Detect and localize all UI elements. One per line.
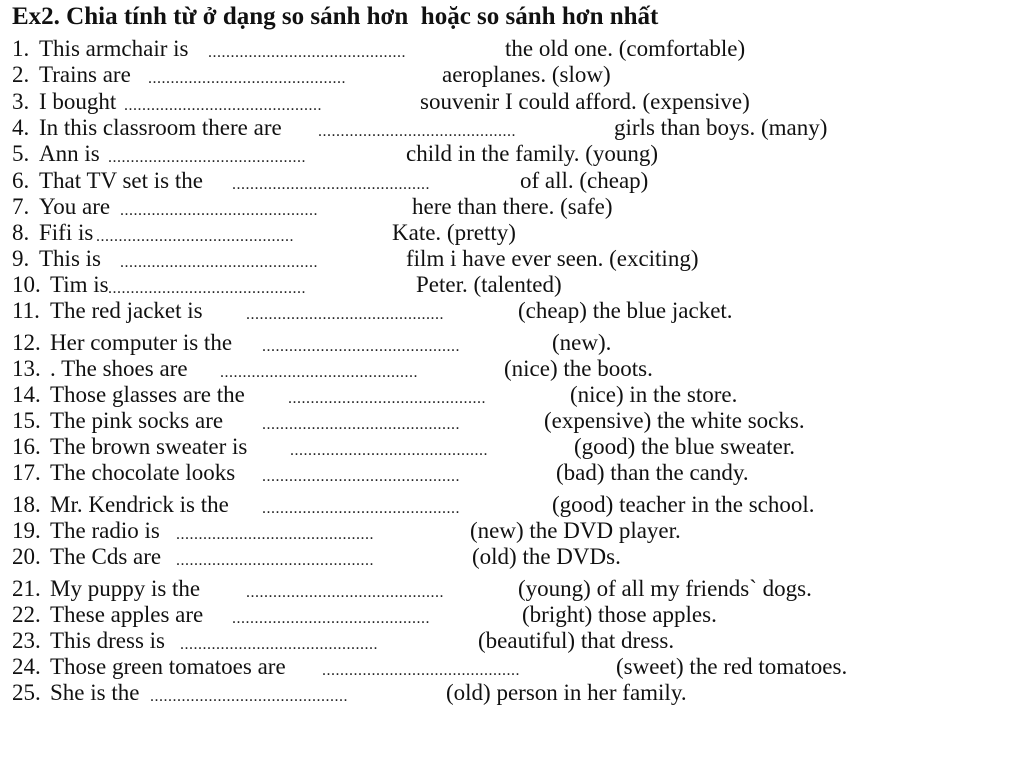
item-completion-text: of all. (cheap) <box>520 168 649 193</box>
answer-blank[interactable]: ............................................ <box>318 123 516 140</box>
item-number: 19. <box>12 518 41 543</box>
exercise-item <box>12 576 1012 602</box>
exercise-item <box>12 654 1012 680</box>
item-number: 8. <box>12 220 30 245</box>
exercise-item <box>12 680 1012 706</box>
item-number: 3. <box>12 89 30 114</box>
answer-blank[interactable]: ............................................ <box>232 610 430 627</box>
answer-blank[interactable]: ............................................ <box>108 280 306 297</box>
item-prompt-text: The chocolate looks <box>50 460 236 485</box>
item-prompt-text: These apples are <box>50 602 204 627</box>
exercise-item <box>12 518 1012 544</box>
answer-blank[interactable]: ............................................ <box>288 390 486 407</box>
item-completion-text: (bright) those apples. <box>522 602 717 627</box>
item-prompt-text: The brown sweater is <box>50 434 248 459</box>
answer-blank[interactable]: ............................................ <box>246 306 444 323</box>
item-prompt-text: This is <box>39 246 101 271</box>
item-completion-text: aeroplanes. (slow) <box>442 62 611 87</box>
exercise-item <box>12 492 1012 518</box>
answer-blank[interactable]: ............................................ <box>124 97 322 114</box>
item-prompt-text: Her computer is the <box>50 330 233 355</box>
item-completion-text: Peter. (talented) <box>416 272 562 297</box>
answer-blank[interactable]: ............................................ <box>176 526 374 543</box>
answer-blank[interactable]: ............................................ <box>246 584 444 601</box>
answer-blank[interactable]: ............................................ <box>176 552 374 569</box>
item-prompt-text: This armchair is <box>39 36 189 61</box>
item-number: 22. <box>12 602 41 627</box>
answer-blank[interactable]: ............................................ <box>220 364 418 381</box>
item-prompt-text: Trains are <box>39 62 131 87</box>
exercise-item <box>12 544 1012 570</box>
item-completion-text: (old) person in her family. <box>446 680 687 705</box>
answer-blank[interactable]: ............................................ <box>120 202 318 219</box>
answer-blank[interactable]: ............................................ <box>120 254 318 271</box>
item-completion-text: here than there. (safe) <box>412 194 613 219</box>
item-prompt-text: She is the <box>50 680 140 705</box>
item-prompt-text: Tim is <box>50 272 109 297</box>
answer-blank[interactable]: ............................................ <box>262 338 460 355</box>
item-prompt-text: This dress is <box>50 628 165 653</box>
item-number: 21. <box>12 576 41 601</box>
item-prompt-text: Mr. Kendrick is the <box>50 492 229 517</box>
item-prompt-text: The red jacket is <box>50 298 203 323</box>
answer-blank[interactable]: ............................................ <box>262 468 460 485</box>
item-number: 10. <box>12 272 41 297</box>
item-completion-text: the old one. (comfortable) <box>505 36 746 61</box>
item-prompt-text: My puppy is the <box>50 576 201 601</box>
item-number: 5. <box>12 141 30 166</box>
exercise-item <box>12 272 1012 298</box>
item-prompt-text: Those green tomatoes are <box>50 654 286 679</box>
item-prompt-text: That TV set is the <box>39 168 203 193</box>
item-prompt-text: The Cds are <box>50 544 162 569</box>
item-prompt-text: I bought <box>39 89 117 114</box>
exercise-item <box>12 460 1012 486</box>
item-completion-text: film i have ever seen. (exciting) <box>406 246 699 271</box>
answer-blank[interactable]: ............................................ <box>108 149 306 166</box>
item-prompt-text: You are <box>39 194 111 219</box>
item-number: 17. <box>12 460 41 485</box>
item-completion-text: souvenir I could afford. (expensive) <box>420 89 750 114</box>
exercise-item <box>12 220 1012 246</box>
item-prompt-text: Fifi is <box>39 220 94 245</box>
item-completion-text: (nice) the boots. <box>504 356 653 381</box>
exercise-item <box>12 168 1012 194</box>
item-completion-text: (beautiful) that dress. <box>478 628 675 653</box>
item-prompt-text: In this classroom there are <box>39 115 282 140</box>
answer-blank[interactable]: ............................................ <box>262 416 460 433</box>
item-completion-text: (young) of all my friends` dogs. <box>518 576 812 601</box>
exercise-item <box>12 628 1012 654</box>
item-completion-text: (new) the DVD player. <box>470 518 681 543</box>
exercise-item <box>12 602 1012 628</box>
item-prompt-text: The pink socks are <box>50 408 224 433</box>
item-completion-text: (good) the blue sweater. <box>574 434 795 459</box>
item-completion-text: child in the family. (young) <box>406 141 659 166</box>
item-completion-text: (expensive) the white socks. <box>544 408 805 433</box>
exercise-item <box>12 330 1012 356</box>
exercise-item <box>12 408 1012 434</box>
item-completion-text: Kate. (pretty) <box>392 220 516 245</box>
item-completion-text: (old) the DVDs. <box>472 544 621 569</box>
item-number: 15. <box>12 408 41 433</box>
item-number: 23. <box>12 628 41 653</box>
item-number: 25. <box>12 680 41 705</box>
item-number: 24. <box>12 654 41 679</box>
item-number: 20. <box>12 544 41 569</box>
item-completion-text: (sweet) the red tomatoes. <box>616 654 848 679</box>
answer-blank[interactable]: ............................................ <box>322 662 520 679</box>
answer-blank[interactable]: ............................................ <box>96 228 294 245</box>
item-prompt-text: . The shoes are <box>50 356 188 381</box>
item-number: 9. <box>12 246 30 271</box>
item-number: 6. <box>12 168 30 193</box>
item-prompt-text: Those glasses are the <box>50 382 245 407</box>
exercise-item <box>12 36 1012 62</box>
answer-blank[interactable]: ............................................ <box>262 500 460 517</box>
item-number: 14. <box>12 382 41 407</box>
answer-blank[interactable]: ............................................ <box>180 636 378 653</box>
answer-blank[interactable]: ............................................ <box>232 176 430 193</box>
exercise-title: Ex2. Chia tính từ ở dạng so sánh hơn hoặc so sánh hơn nhất <box>12 3 659 30</box>
exercise-item <box>12 382 1012 408</box>
exercise-item <box>12 141 1012 167</box>
exercise-item <box>12 62 1012 88</box>
item-number: 11. <box>12 298 40 323</box>
item-prompt-text: Ann is <box>39 141 100 166</box>
item-number: 18. <box>12 492 41 517</box>
item-number: 12. <box>12 330 41 355</box>
item-number: 1. <box>12 36 30 61</box>
exercise-item <box>12 434 1012 460</box>
item-number: 7. <box>12 194 30 219</box>
item-number: 16. <box>12 434 41 459</box>
answer-blank[interactable]: ............................................ <box>150 688 348 705</box>
item-completion-text: (cheap) the blue jacket. <box>518 298 733 323</box>
item-completion-text: (new). <box>552 330 612 355</box>
item-prompt-text: The radio is <box>50 518 160 543</box>
exercise-item <box>12 356 1012 382</box>
exercise-item <box>12 246 1012 272</box>
item-number: 13. <box>12 356 41 381</box>
answer-blank[interactable]: ............................................ <box>290 442 488 459</box>
item-number: 2. <box>12 62 30 87</box>
exercise-item <box>12 298 1012 324</box>
answer-blank[interactable]: ............................................ <box>208 44 406 61</box>
exercise-item <box>12 89 1012 115</box>
item-completion-text: girls than boys. (many) <box>614 115 828 140</box>
item-completion-text: (bad) than the candy. <box>556 460 749 485</box>
answer-blank[interactable]: ............................................ <box>148 70 346 87</box>
item-number: 4. <box>12 115 30 140</box>
item-completion-text: (nice) in the store. <box>570 382 738 407</box>
exercise-item <box>12 194 1012 220</box>
item-completion-text: (good) teacher in the school. <box>552 492 815 517</box>
exercise-item <box>12 115 1012 141</box>
